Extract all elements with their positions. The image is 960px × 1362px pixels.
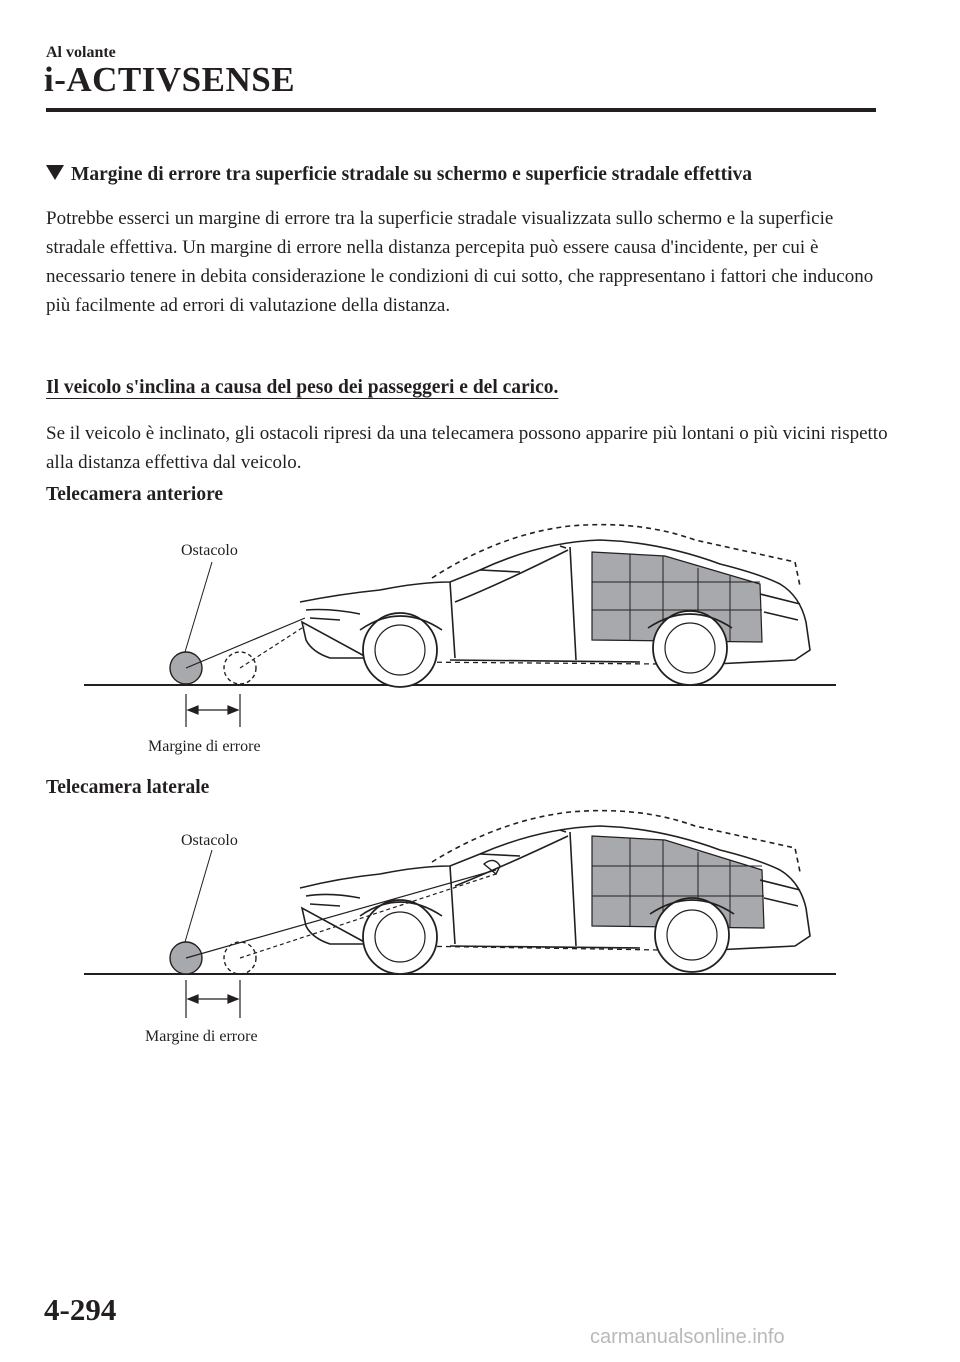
- subsection-heading: [46, 164, 752, 186]
- obstacle-label: Ostacolo: [181, 832, 238, 849]
- side-camera-caption: Telecamera laterale: [46, 777, 210, 798]
- rear-wheel: [653, 611, 727, 685]
- error-margin-marker: [186, 980, 240, 1018]
- intro-paragraph: Potrebbe esserci un margine di errore tra la superficie stradale visualizzata sullo schermo e la superficie stradale effettiva. Un margine di errore nella distanza percepita può essere causa d'incidente, per cui è necessario tenere in debita considerazione le condizioni di cui sotto, che rappresentano i fattori che inducono più facilmente ad errori di valutazione della distanza.: [46, 208, 874, 316]
- error-margin-marker: [186, 694, 240, 727]
- page-number: 4-294: [44, 1292, 117, 1327]
- front-wheel: [363, 900, 437, 974]
- condition-heading: Il veicolo s'inclina a causa del peso dei passeggeri e del carico.: [46, 377, 559, 398]
- section-title: i-ACTIVSENSE: [44, 60, 296, 99]
- error-margin-label: Margine di errore: [148, 738, 261, 755]
- header-rule: [46, 108, 876, 112]
- chapter-label: Al volante: [46, 44, 116, 61]
- front-camera-caption: Telecamera anteriore: [46, 484, 224, 505]
- rear-wheel: [655, 898, 729, 972]
- obstacle-label: Ostacolo: [181, 542, 238, 559]
- side-camera-diagram: [0, 800, 960, 1080]
- subsection-heading-text: Margine di errore tra superficie stradale su schermo e superficie stradale effettiva: [71, 164, 753, 185]
- watermark: carmanualsonline.info: [590, 1326, 785, 1348]
- error-margin-label: Margine di errore: [145, 1028, 258, 1045]
- front-wheel: [363, 613, 437, 687]
- condition-paragraph: Se il veicolo è inclinato, gli ostacoli ripresi da una telecamera possono apparire più lontani o più vicini rispetto alla distanza effettiva dal veicolo.: [46, 423, 888, 473]
- front-camera-diagram: [0, 512, 960, 792]
- triangle-bullet-icon: [46, 165, 64, 180]
